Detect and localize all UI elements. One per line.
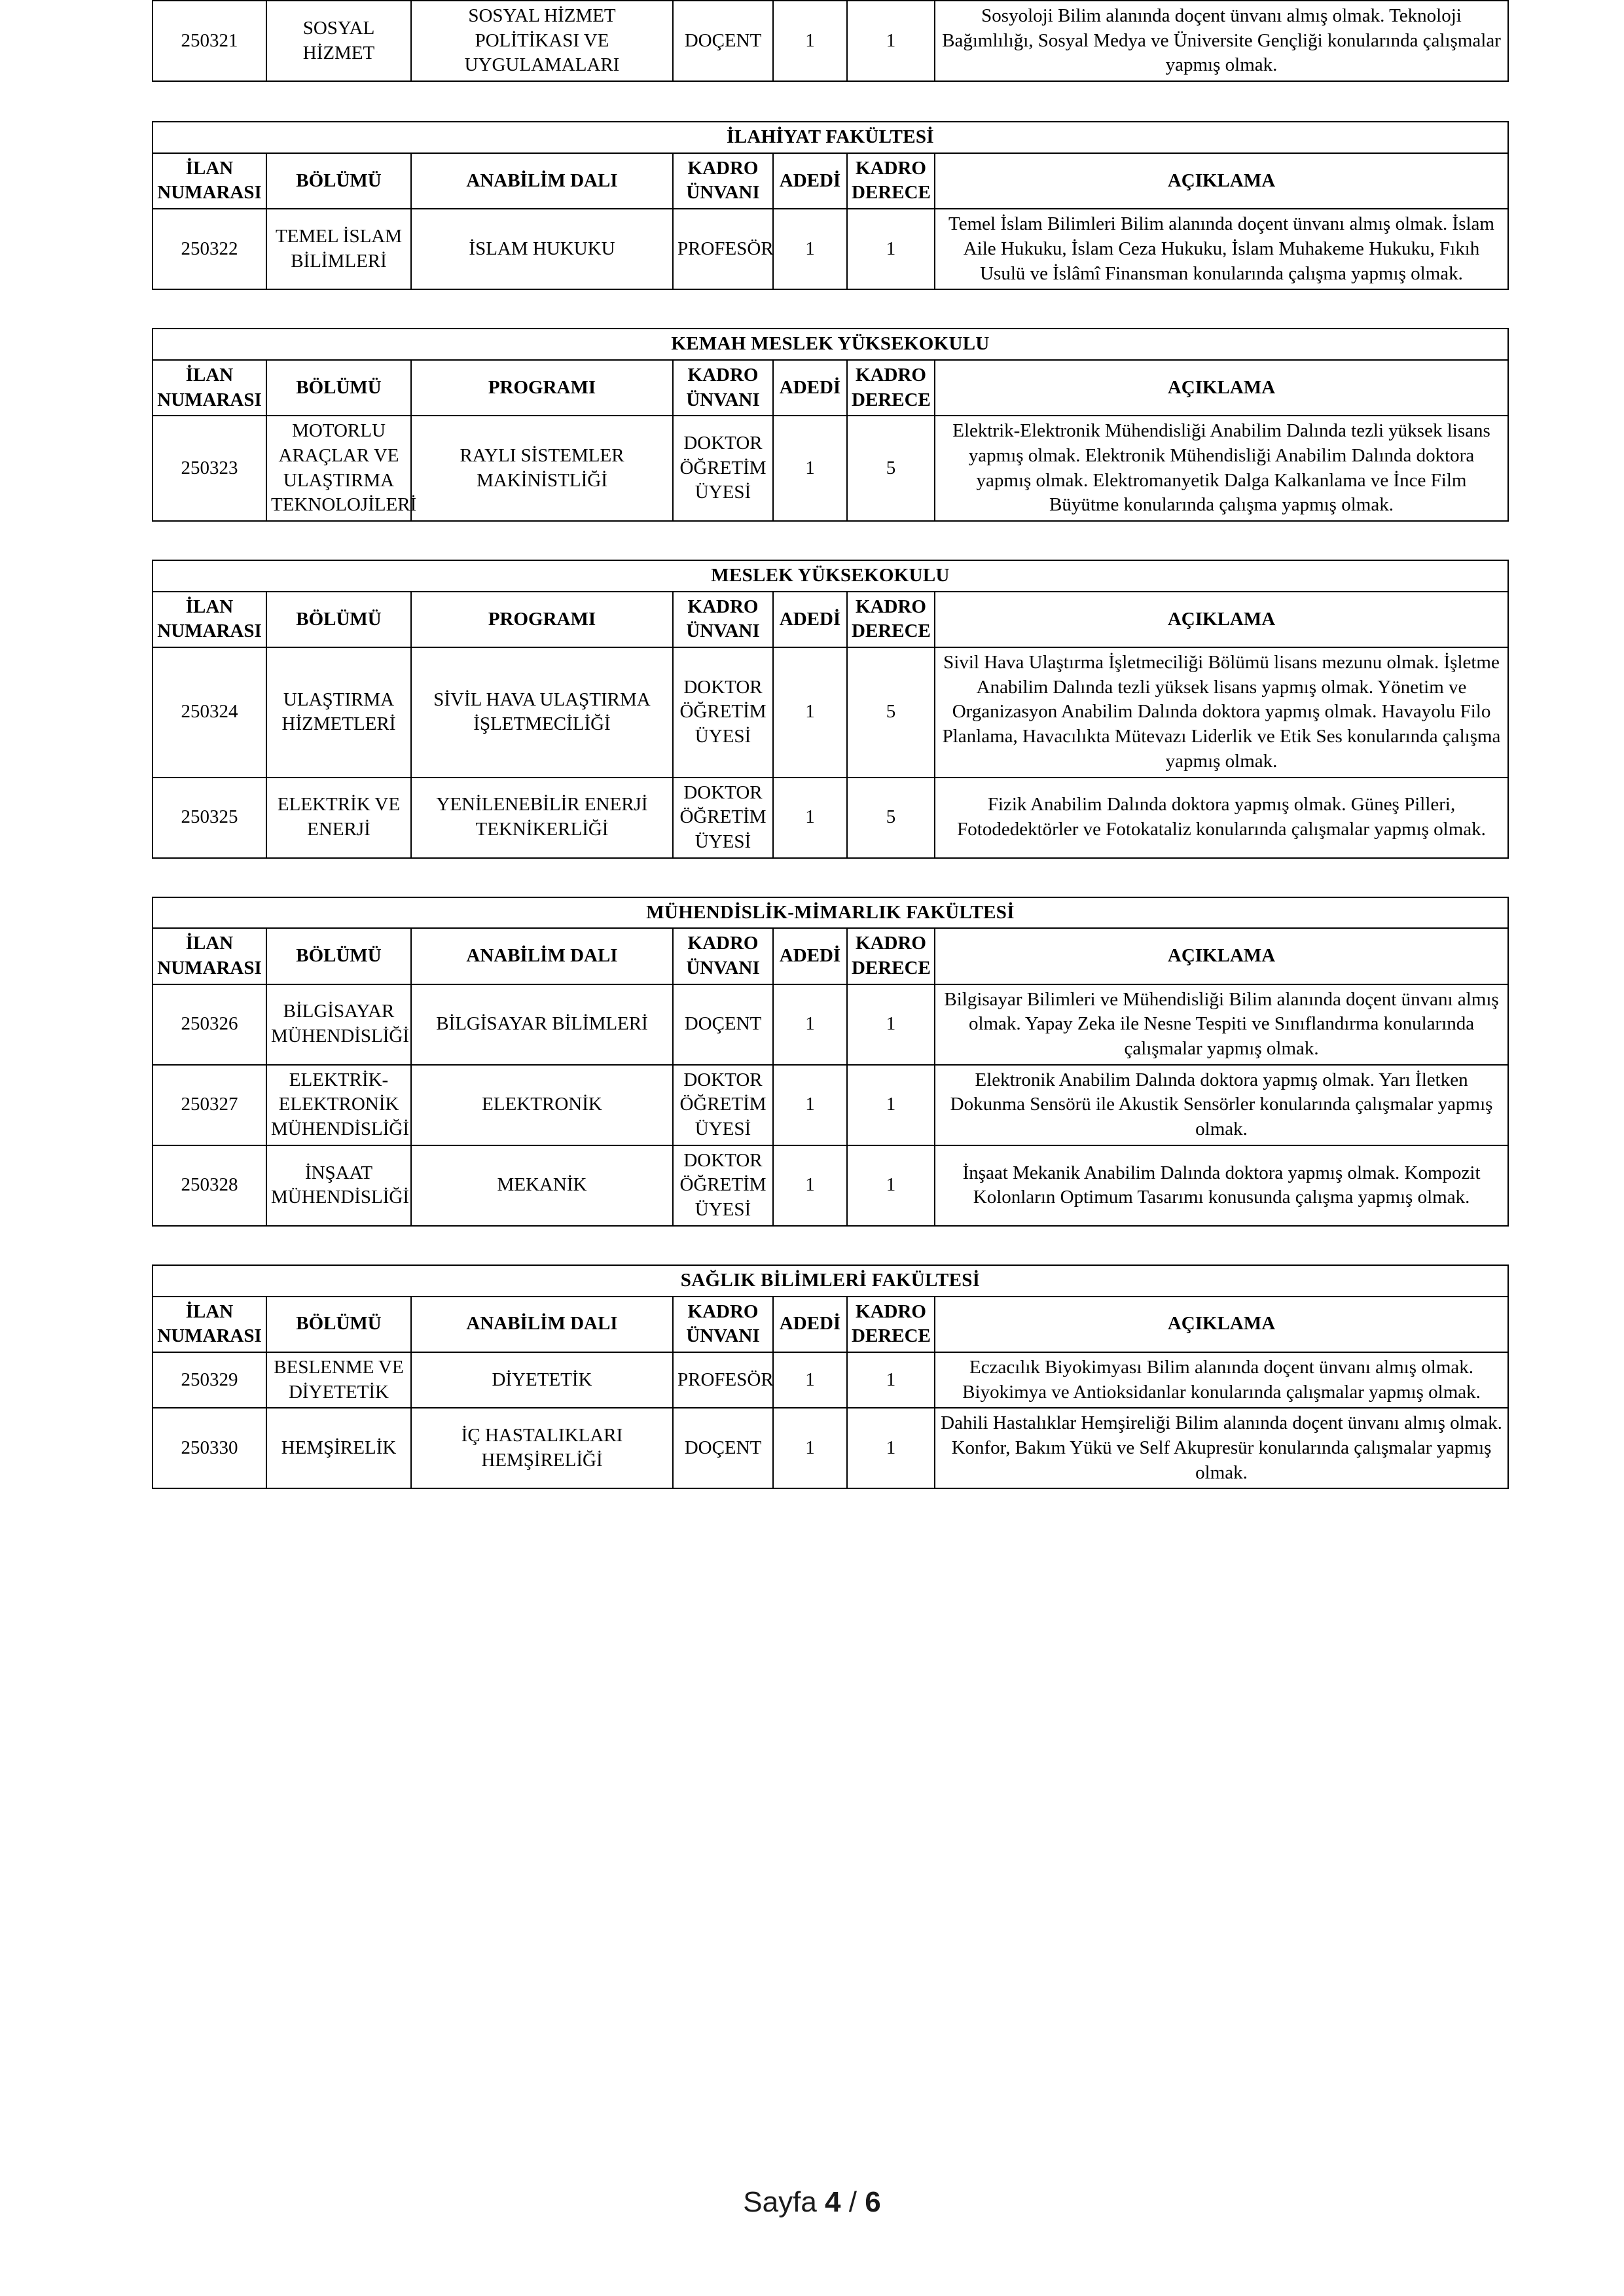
cell-programi: YENİLENEBİLİR ENERJİ TEKNİKERLİĞİ — [411, 778, 673, 858]
header-line-2: NUMARASI — [157, 1325, 262, 1347]
cell-aciklama: Bilgisayar Bilimleri ve Mühendisliği Bilim alanında doçent ünvanı almış olmak. Yapay Zeka ile Nesne Tespiti ve Sınıflandırma konularında çalışmalar yapmış olmak. — [935, 984, 1508, 1065]
cell-aciklama: Elektrik-Elektronik Mühendisliği Anabilim Dalında tezli yüksek lisans yapmış olmak. Elektronik Mühendisliği Anabilim Dalında doktora yapmış olmak. Elektromanyetik Dalga Kalkanlama ve İnce Film Büyütme konularında çalışma yapmış olmak. — [935, 416, 1508, 521]
cell-kadro-derece: 1 — [847, 984, 935, 1065]
cell-adedi: 1 — [773, 778, 847, 858]
table-row — [153, 209, 1508, 289]
header-line-1: KADRO — [856, 1300, 926, 1322]
header-third-column: ANABİLİM DALI — [411, 1297, 673, 1352]
faculty-title-row — [153, 329, 1508, 360]
header-line-2: NUMARASI — [157, 389, 262, 410]
faculty-title: MÜHENDİSLİK-MİMARLIK FAKÜLTESİ — [153, 897, 1508, 929]
header-adedi: ADEDİ — [773, 153, 847, 209]
header-third-column: ANABİLİM DALI — [411, 153, 673, 209]
table-spacer — [152, 859, 1507, 897]
header-aciklama: AÇIKLAMA — [935, 1297, 1508, 1352]
cell-kadro-unvani: PROFESÖR — [673, 1352, 773, 1408]
header-ilan-numarasi — [153, 1297, 266, 1352]
cell-anabilim-dali: BİLGİSAYAR BİLİMLERİ — [411, 984, 673, 1065]
header-aciklama: AÇIKLAMA — [935, 928, 1508, 984]
header-line-2: NUMARASI — [157, 620, 262, 642]
header-adedi: ADEDİ — [773, 928, 847, 984]
cell-bolumu: SOSYAL HİZMET — [266, 1, 411, 81]
cell-ilan-numarasi: 250326 — [153, 984, 266, 1065]
table-continued — [152, 0, 1509, 82]
cell-kadro-unvani: DOKTOR ÖĞRETİM ÜYESİ — [673, 1145, 773, 1226]
header-line-2: DERECE — [852, 957, 931, 978]
cell-aciklama: Fizik Anabilim Dalında doktora yapmış olmak. Güneş Pilleri, Fotodedektörler ve Fotokataliz konularında çalışmalar yapmış olmak. — [935, 778, 1508, 858]
header-third-column: ANABİLİM DALI — [411, 928, 673, 984]
cell-programi: SİVİL HAVA ULAŞTIRMA İŞLETMECİLİĞİ — [411, 647, 673, 777]
header-kadro-derece — [847, 928, 935, 984]
cell-ilan-numarasi: 250325 — [153, 778, 266, 858]
cell-ilan-numarasi: 250321 — [153, 1, 266, 81]
cell-adedi: 1 — [773, 1, 847, 81]
cell-kadro-derece: 5 — [847, 647, 935, 777]
header-line-2: ÜNVANI — [686, 1325, 760, 1347]
table-header-row — [153, 153, 1508, 209]
table-ilahiyat-fakultesi — [152, 121, 1509, 290]
header-kadro-unvani — [673, 153, 773, 209]
table-row — [153, 778, 1508, 858]
cell-ilan-numarasi: 250322 — [153, 209, 266, 289]
header-ilan-numarasi — [153, 360, 266, 416]
table-spacer — [152, 1227, 1507, 1265]
cell-kadro-derece: 5 — [847, 778, 935, 858]
header-line-2: DERECE — [852, 1325, 931, 1347]
header-line-1: KADRO — [687, 364, 759, 386]
cell-anabilim-dali: MEKANİK — [411, 1145, 673, 1226]
cell-kadro-derece: 1 — [847, 1, 935, 81]
cell-anabilim-dali: ELEKTRONİK — [411, 1065, 673, 1145]
table-row — [153, 984, 1508, 1065]
header-line-1: KADRO — [687, 596, 759, 617]
header-bolumu: BÖLÜMÜ — [266, 1297, 411, 1352]
table-header-row — [153, 360, 1508, 416]
faculty-title-row — [153, 1265, 1508, 1297]
header-line-1: İLAN — [185, 364, 234, 386]
header-line-1: İLAN — [185, 1300, 234, 1322]
header-bolumu: BÖLÜMÜ — [266, 360, 411, 416]
cell-kadro-unvani: PROFESÖR — [673, 209, 773, 289]
header-line-1: İLAN — [185, 933, 234, 954]
cell-adedi: 1 — [773, 1408, 847, 1488]
cell-kadro-derece: 1 — [847, 1145, 935, 1226]
header-line-2: ÜNVANI — [686, 389, 760, 410]
table-saglik-bilimleri-fakultesi — [152, 1265, 1509, 1490]
cell-aciklama: Elektronik Anabilim Dalında doktora yapmış olmak. Yarı İletken Dokunma Sensörü ile Akustik Sensörler konularında çalışmalar yapmış olmak. — [935, 1065, 1508, 1145]
header-adedi: ADEDİ — [773, 592, 847, 647]
cell-aciklama: Sosyoloji Bilim alanında doçent ünvanı almış olmak. Teknoloji Bağımlılığı, Sosyal Medya ve Üniversite Gençliği konularında çalışmalar yapmış olmak. — [935, 1, 1508, 81]
faculty-title: MESLEK YÜKSEKOKULU — [153, 560, 1508, 592]
header-line-2: ÜNVANI — [686, 957, 760, 978]
cell-bolumu: HEMŞİRELİK — [266, 1408, 411, 1488]
header-bolumu: BÖLÜMÜ — [266, 153, 411, 209]
cell-anabilim-dali: DİYETETİK — [411, 1352, 673, 1408]
header-kadro-unvani — [673, 592, 773, 647]
cell-bolumu: BESLENME VE DİYETETİK — [266, 1352, 411, 1408]
cell-adedi: 1 — [773, 984, 847, 1065]
table-row — [153, 1145, 1508, 1226]
cell-adedi: 1 — [773, 209, 847, 289]
faculty-title-row — [153, 122, 1508, 153]
cell-kadro-unvani: DOKTOR ÖĞRETİM ÜYESİ — [673, 647, 773, 777]
header-bolumu: BÖLÜMÜ — [266, 928, 411, 984]
cell-anabilim-dali: İÇ HASTALIKLARI HEMŞİRELİĞİ — [411, 1408, 673, 1488]
cell-bolumu: ULAŞTIRMA HİZMETLERİ — [266, 647, 411, 777]
header-line-2: NUMARASI — [157, 182, 262, 204]
cell-kadro-unvani: DOÇENT — [673, 1, 773, 81]
header-line-2: DERECE — [852, 389, 931, 410]
table-spacer — [152, 82, 1507, 121]
header-kadro-derece — [847, 360, 935, 416]
cell-ilan-numarasi: 250328 — [153, 1145, 266, 1226]
header-adedi: ADEDİ — [773, 360, 847, 416]
cell-anabilim-dali: İSLAM HUKUKU — [411, 209, 673, 289]
cell-aciklama: Eczacılık Biyokimyası Bilim alanında doçent ünvanı almış olmak. Biyokimya ve Antioksidanlar konularında çalışmalar yapmış olmak. — [935, 1352, 1508, 1408]
header-kadro-unvani — [673, 1297, 773, 1352]
cell-ilan-numarasi: 250323 — [153, 416, 266, 521]
cell-kadro-unvani: DOKTOR ÖĞRETİM ÜYESİ — [673, 1065, 773, 1145]
table-row — [153, 647, 1508, 777]
page-content — [152, 0, 1507, 1489]
footer-separator: / — [848, 2186, 857, 2218]
cell-bolumu: ELEKTRİK VE ENERJİ — [266, 778, 411, 858]
cell-bolumu: İNŞAAT MÜHENDİSLİĞİ — [266, 1145, 411, 1226]
header-kadro-unvani — [673, 360, 773, 416]
cell-adedi: 1 — [773, 1145, 847, 1226]
cell-aciklama: Temel İslam Bilimleri Bilim alanında doçent ünvanı almış olmak. İslam Aile Hukuku, İslam Ceza Hukuku, İslam Muhakeme Hukuku, Fıkıh Usulü ve İslâmî Finansman konularında çalışma yapmış olmak. — [935, 209, 1508, 289]
faculty-title: KEMAH MESLEK YÜKSEKOKULU — [153, 329, 1508, 360]
header-third-column: PROGRAMI — [411, 360, 673, 416]
header-line-1: İLAN — [185, 157, 234, 179]
header-line-1: İLAN — [185, 596, 234, 617]
table-kemah-meslek-yuksekokulu — [152, 328, 1509, 522]
cell-bolumu: BİLGİSAYAR MÜHENDİSLİĞİ — [266, 984, 411, 1065]
header-line-2: ÜNVANI — [686, 620, 760, 642]
cell-anabilim-dali: SOSYAL HİZMET POLİTİKASI VE UYGULAMALARI — [411, 1, 673, 81]
header-kadro-unvani — [673, 928, 773, 984]
header-line-1: KADRO — [687, 1300, 759, 1322]
header-ilan-numarasi — [153, 153, 266, 209]
table-muhendislik-mimarlik-fakultesi — [152, 897, 1509, 1227]
cell-kadro-derece: 1 — [847, 1408, 935, 1488]
header-bolumu: BÖLÜMÜ — [266, 592, 411, 647]
faculty-title: İLAHİYAT FAKÜLTESİ — [153, 122, 1508, 153]
table-header-row — [153, 592, 1508, 647]
cell-adedi: 1 — [773, 1352, 847, 1408]
header-kadro-derece — [847, 153, 935, 209]
header-third-column: PROGRAMI — [411, 592, 673, 647]
table-spacer — [152, 522, 1507, 560]
header-line-2: ÜNVANI — [686, 182, 760, 204]
header-line-1: KADRO — [856, 933, 926, 954]
header-line-2: DERECE — [852, 620, 931, 642]
cell-kadro-unvani: DOÇENT — [673, 1408, 773, 1488]
footer-label: Sayfa — [743, 2186, 817, 2218]
cell-kadro-derece: 5 — [847, 416, 935, 521]
header-line-1: KADRO — [856, 157, 926, 179]
table-row — [153, 1065, 1508, 1145]
cell-programi: RAYLI SİSTEMLER MAKİNİSTLİĞİ — [411, 416, 673, 521]
faculty-title-row — [153, 897, 1508, 929]
cell-ilan-numarasi: 250327 — [153, 1065, 266, 1145]
footer-current-page: 4 — [825, 2186, 841, 2218]
header-kadro-derece — [847, 592, 935, 647]
header-line-2: NUMARASI — [157, 957, 262, 978]
table-row — [153, 416, 1508, 521]
header-line-1: KADRO — [687, 933, 759, 954]
header-aciklama: AÇIKLAMA — [935, 153, 1508, 209]
faculty-title: SAĞLIK BİLİMLERİ FAKÜLTESİ — [153, 1265, 1508, 1297]
table-row — [153, 1, 1508, 81]
cell-kadro-derece: 1 — [847, 209, 935, 289]
footer-total-pages: 6 — [865, 2186, 881, 2218]
cell-aciklama: Dahili Hastalıklar Hemşireliği Bilim alanında doçent ünvanı almış olmak. Konfor, Bakım Yükü ve Self Akupresür konularında çalışmalar yapmış olmak. — [935, 1408, 1508, 1488]
cell-ilan-numarasi: 250324 — [153, 647, 266, 777]
table-row — [153, 1352, 1508, 1408]
cell-aciklama: İnşaat Mekanik Anabilim Dalında doktora yapmış olmak. Kompozit Kolonların Optimum Tasarımı konusunda çalışma yapmış olmak. — [935, 1145, 1508, 1226]
cell-adedi: 1 — [773, 416, 847, 521]
page-footer — [0, 2186, 1624, 2219]
cell-adedi: 1 — [773, 647, 847, 777]
header-line-2: DERECE — [852, 182, 931, 204]
cell-kadro-unvani: DOÇENT — [673, 984, 773, 1065]
cell-kadro-derece: 1 — [847, 1065, 935, 1145]
header-aciklama: AÇIKLAMA — [935, 592, 1508, 647]
header-line-1: KADRO — [687, 157, 759, 179]
table-header-row — [153, 1297, 1508, 1352]
header-line-1: KADRO — [856, 596, 926, 617]
cell-ilan-numarasi: 250330 — [153, 1408, 266, 1488]
cell-bolumu: TEMEL İSLAM BİLİMLERİ — [266, 209, 411, 289]
table-header-row — [153, 928, 1508, 984]
header-adedi: ADEDİ — [773, 1297, 847, 1352]
cell-ilan-numarasi: 250329 — [153, 1352, 266, 1408]
header-kadro-derece — [847, 1297, 935, 1352]
header-ilan-numarasi — [153, 592, 266, 647]
table-spacer — [152, 290, 1507, 328]
faculty-title-row — [153, 560, 1508, 592]
cell-bolumu: ELEKTRİK-ELEKTRONİK MÜHENDİSLİĞİ — [266, 1065, 411, 1145]
cell-kadro-derece: 1 — [847, 1352, 935, 1408]
cell-aciklama: Sivil Hava Ulaştırma İşletmeciliği Bölümü lisans mezunu olmak. İşletme Anabilim Dalında tezli yüksek lisans yapmış olmak. Yönetim ve Organizasyon Anabilim Dalında doktora yapmış olmak. Havayolu Filo Planlama, Havacılıkta Mütevazı Liderlik ve Etik Ses konularında çalışma yapmış olmak. — [935, 647, 1508, 777]
header-aciklama: AÇIKLAMA — [935, 360, 1508, 416]
header-line-1: KADRO — [856, 364, 926, 386]
cell-adedi: 1 — [773, 1065, 847, 1145]
table-row — [153, 1408, 1508, 1488]
table-meslek-yuksekokulu — [152, 560, 1509, 859]
cell-kadro-unvani: DOKTOR ÖĞRETİM ÜYESİ — [673, 778, 773, 858]
header-ilan-numarasi — [153, 928, 266, 984]
cell-bolumu: MOTORLU ARAÇLAR VE ULAŞTIRMA TEKNOLOJİLERİ — [266, 416, 411, 521]
cell-kadro-unvani: DOKTOR ÖĞRETİM ÜYESİ — [673, 416, 773, 521]
